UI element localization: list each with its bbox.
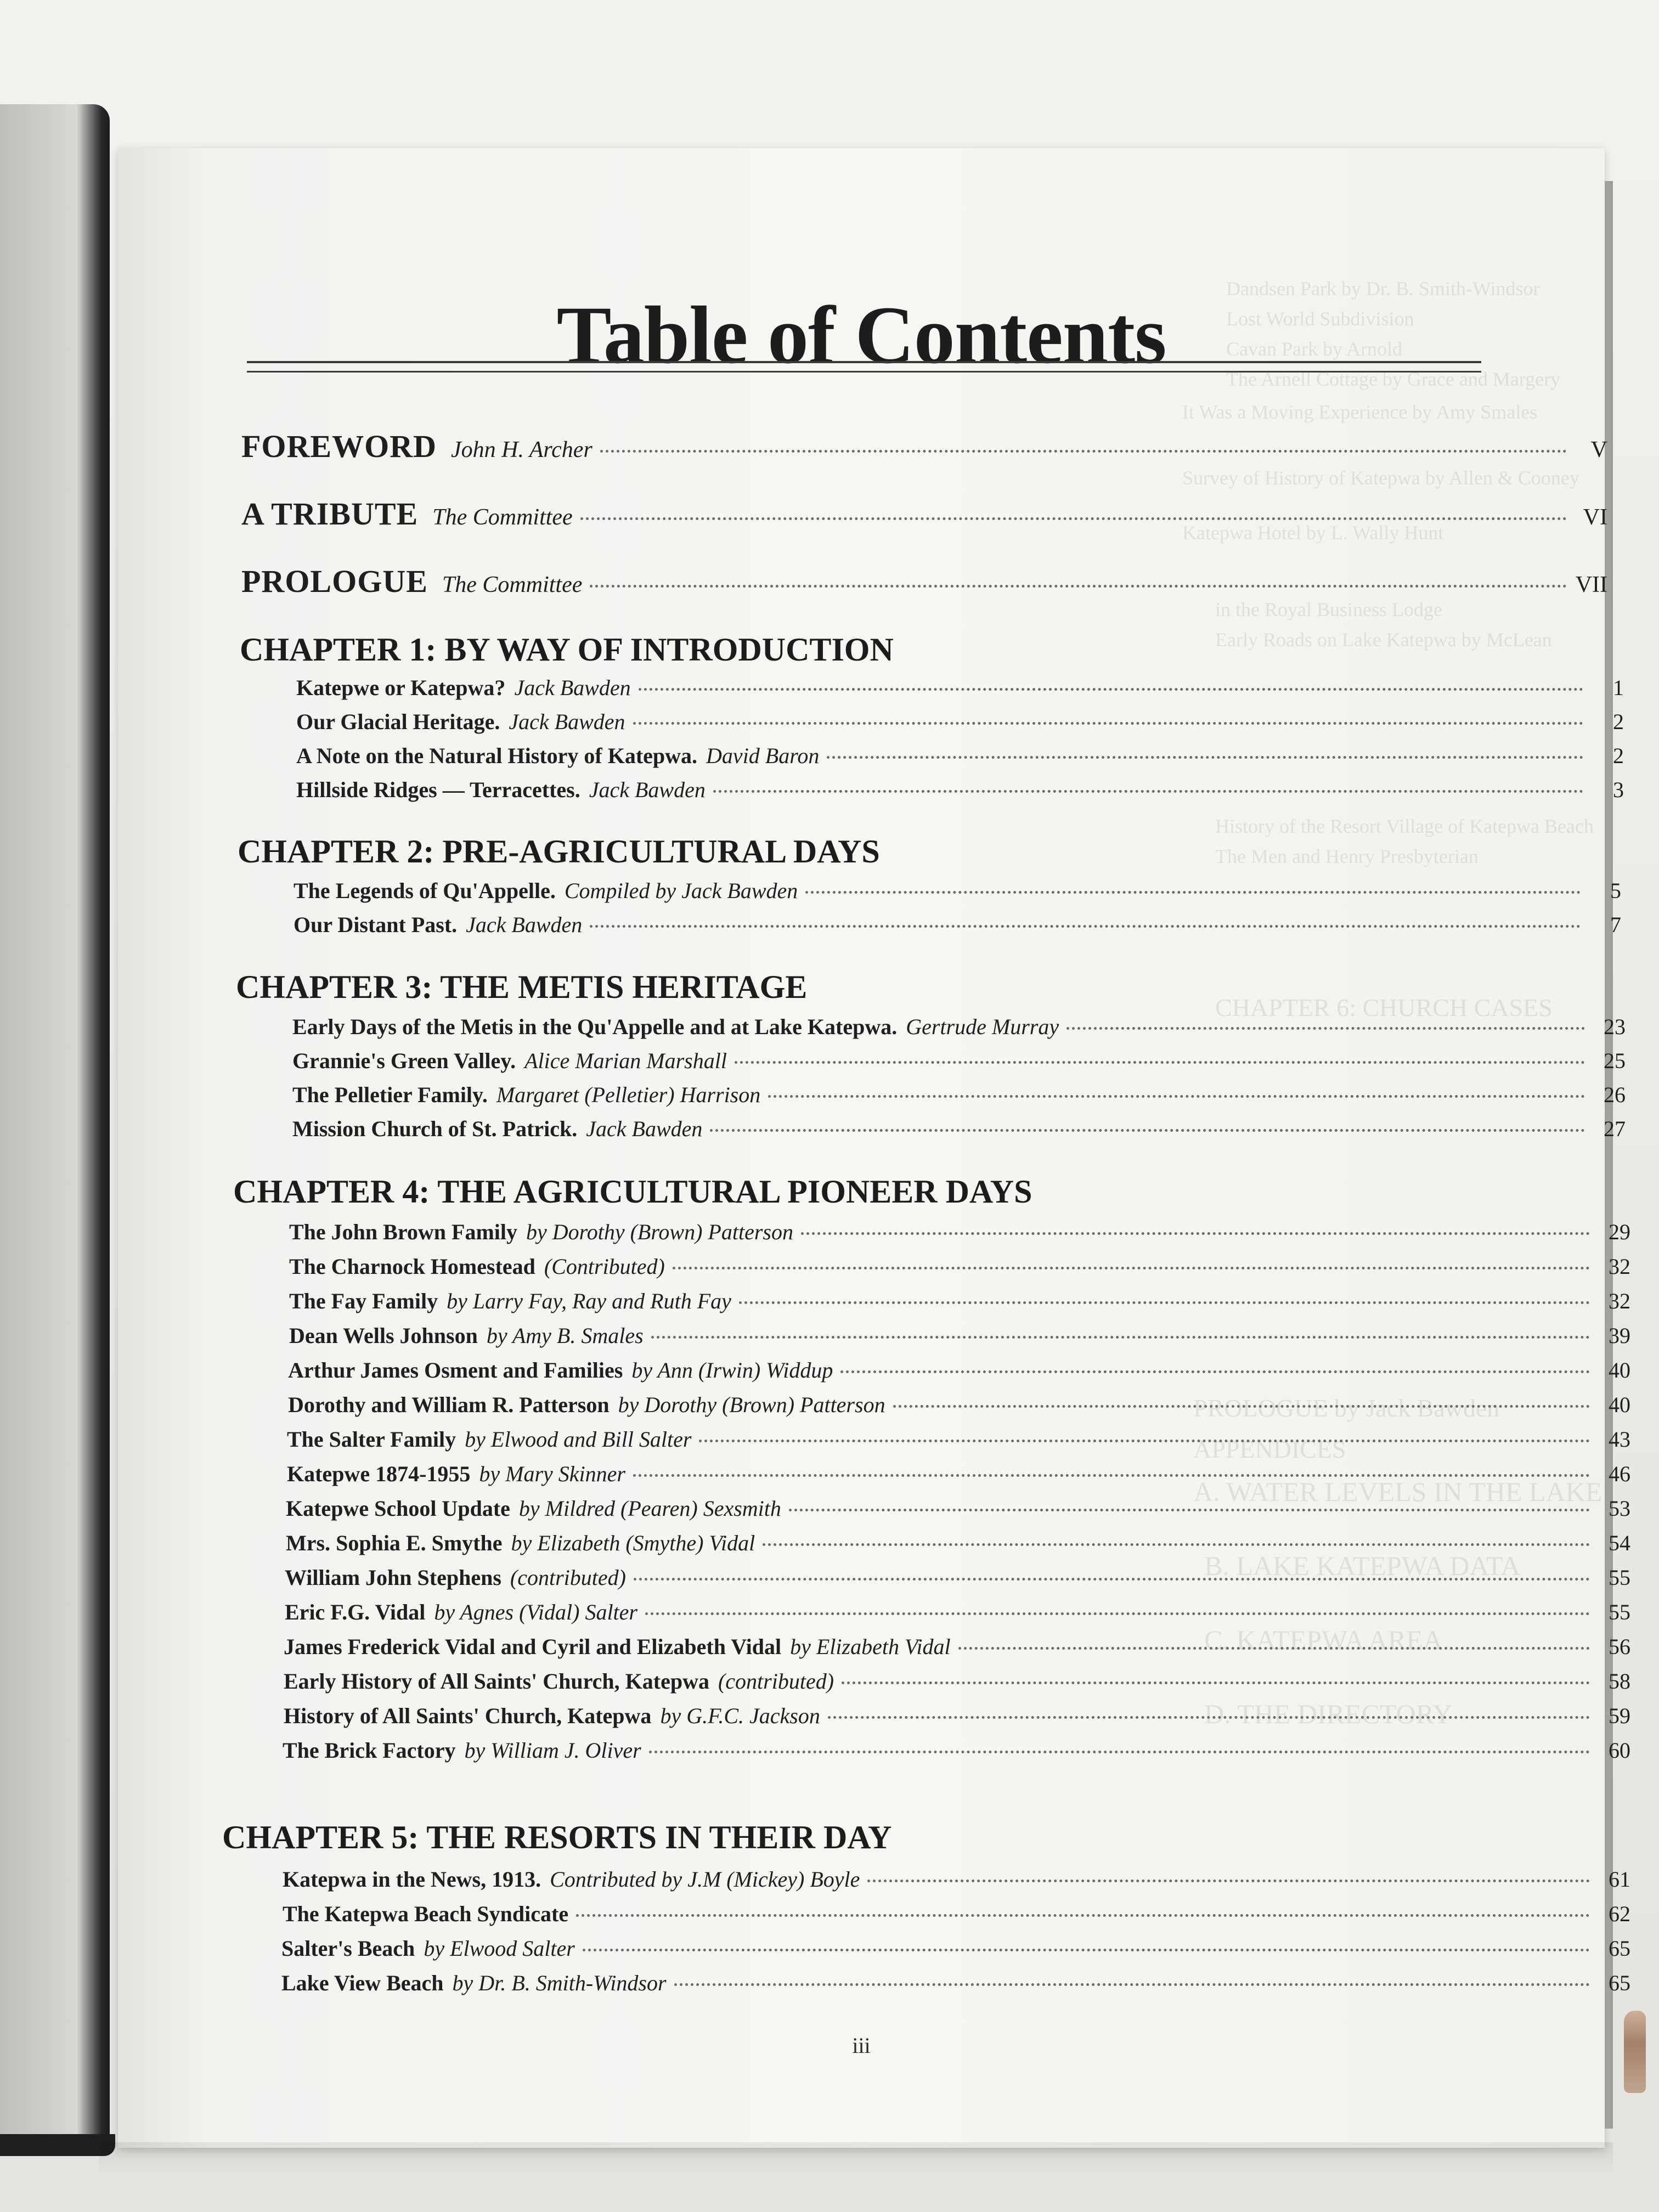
entry-page: 60	[1609, 1738, 1630, 1763]
entry-title: William John Stephens	[285, 1565, 501, 1590]
bleed-line: It Was a Moving Experience by Amy Smales	[1182, 401, 1538, 423]
bleed-line: PROLOGUE by Jack Bawden	[1193, 1394, 1500, 1422]
paper-tear-mark	[1624, 2011, 1646, 2093]
entry-author: by Dr. B. Smith-Windsor	[452, 1971, 667, 1995]
bleed-line: C. KATEPWA AREA	[1204, 1624, 1443, 1655]
entry-title: Katepwe School Update	[286, 1496, 510, 1521]
entry-title: Our Distant Past.	[294, 912, 458, 937]
entry-page: 2	[1613, 743, 1624, 768]
entry-author: The Committee	[442, 572, 583, 597]
bleed-line: CHAPTER 6: CHURCH CASES	[1215, 994, 1553, 1022]
entry-title: A TRIBUTE	[241, 496, 419, 532]
entry-title: Eric F.G. Vidal	[285, 1600, 426, 1624]
entry-page: 53	[1609, 1496, 1630, 1521]
toc-entry[interactable]	[286, 1496, 1630, 1521]
dot-leader	[958, 1647, 1590, 1650]
dot-leader	[674, 1983, 1590, 1986]
entry-title: Dorothy and William R. Patterson	[288, 1392, 610, 1417]
entry-author: by Elizabeth (Smythe) Vidal	[511, 1531, 755, 1555]
entry-page: 5	[1610, 878, 1621, 903]
entry-author: Alice Marian Marshall	[524, 1048, 727, 1073]
entry-title: A Note on the Natural History of Katepwa.	[296, 743, 698, 768]
entry-page: 40	[1609, 1392, 1630, 1417]
dot-leader	[867, 1880, 1590, 1882]
entry-page: 2	[1613, 709, 1624, 734]
dot-leader	[842, 1681, 1590, 1684]
dot-leader	[583, 1949, 1590, 1951]
entry-page: 46	[1609, 1462, 1630, 1486]
bleed-line: Survey of History of Katepwa by Allen & Cooney	[1182, 467, 1579, 489]
entry-author: by Amy B. Smales	[486, 1323, 644, 1348]
entry-author: by Dorothy (Brown) Patterson	[618, 1392, 885, 1417]
entry-author: The Committee	[432, 505, 573, 530]
entry-title: The Legends of Qu'Appelle.	[294, 878, 556, 903]
entry-author: by G.F.C. Jackson	[660, 1703, 820, 1728]
page-shadow	[99, 2142, 1613, 2175]
entry-author: Jack Bawden	[466, 912, 583, 937]
dot-leader	[735, 1061, 1585, 1064]
toc-entry[interactable]	[292, 1048, 1626, 1074]
toc-entry[interactable]	[289, 1288, 1630, 1314]
dot-leader	[827, 756, 1583, 759]
toc-entry-foreword[interactable]	[241, 428, 1607, 465]
entry-page: 55	[1609, 1565, 1630, 1590]
entry-author: (Contributed)	[544, 1254, 665, 1279]
entry-page: 7	[1610, 912, 1621, 937]
entry-page: 25	[1604, 1048, 1626, 1073]
entry-author: Gertrude Murray	[906, 1014, 1059, 1039]
entry-page: 32	[1609, 1289, 1630, 1313]
entry-page: 23	[1604, 1014, 1626, 1039]
entry-author: Compiled by Jack Bawden	[564, 878, 798, 903]
entry-title: Early Days of the Metis in the Qu'Appelle and at Lake Katepwa.	[292, 1014, 898, 1039]
dot-leader	[600, 450, 1567, 453]
entry-page: 3	[1613, 777, 1624, 802]
entry-author: David Baron	[706, 743, 820, 768]
entry-author: by Ann (Irwin) Widdup	[631, 1358, 833, 1383]
bleed-line: The Men and Henry Presbyterian	[1215, 845, 1479, 867]
bleed-line: D. THE DIRECTORY	[1204, 1699, 1453, 1729]
toc-entry[interactable]	[287, 1426, 1630, 1452]
entry-page: 29	[1609, 1220, 1630, 1244]
toc-entry[interactable]	[283, 1737, 1630, 1763]
bleed-line: in the Royal Business Lodge	[1215, 599, 1442, 620]
entry-page: 59	[1609, 1703, 1630, 1728]
dot-leader	[649, 1751, 1590, 1753]
toc-entry[interactable]	[296, 709, 1624, 735]
entry-title: Hillside Ridges — Terracettes.	[296, 777, 580, 802]
toc-entry[interactable]	[294, 912, 1621, 938]
entry-author: Jack Bawden	[589, 777, 706, 802]
bleed-line: APPENDICES	[1193, 1435, 1346, 1463]
dot-leader	[699, 1440, 1590, 1442]
entry-title: History of All Saints' Church, Katepwa	[284, 1703, 652, 1728]
entry-page: 43	[1609, 1427, 1630, 1452]
entry-author: Jack Bawden	[514, 675, 631, 700]
title-rule	[247, 361, 1481, 373]
entry-title: Lake View Beach	[281, 1971, 444, 1995]
entry-author: by Dorothy (Brown) Patterson	[526, 1220, 793, 1244]
chapter-heading-5: CHAPTER 5: THE RESORTS IN THEIR DAY	[222, 1819, 892, 1855]
entry-title: Our Glacial Heritage.	[296, 709, 500, 734]
dot-leader	[710, 1129, 1585, 1132]
dot-leader	[633, 1474, 1590, 1477]
toc-entry[interactable]	[288, 1357, 1630, 1383]
entry-author: Contributed by J.M (Mickey) Boyle	[550, 1867, 860, 1892]
entry-page: 58	[1609, 1669, 1630, 1694]
entry-author: by Mildred (Pearen) Sexsmith	[518, 1496, 781, 1521]
dot-leader	[893, 1405, 1590, 1408]
entry-title: Salter's Beach	[281, 1936, 415, 1961]
entry-page: 1	[1613, 675, 1624, 700]
toc-entry[interactable]	[289, 1219, 1630, 1245]
dot-leader	[1066, 1027, 1585, 1030]
dot-leader	[805, 891, 1581, 894]
entry-page: 65	[1609, 1971, 1630, 1995]
entry-author: Margaret (Pelletier) Harrison	[496, 1082, 761, 1107]
page-title: Table of Contents	[556, 290, 1166, 381]
contents-page	[118, 148, 1630, 2148]
entry-page: 54	[1609, 1531, 1630, 1555]
toc-entry[interactable]	[288, 1392, 1630, 1418]
toc-entry[interactable]	[281, 1970, 1630, 1996]
toc-entry[interactable]	[289, 1254, 1630, 1279]
dot-leader	[634, 1578, 1590, 1581]
toc-entry[interactable]	[285, 1565, 1630, 1590]
toc-entry[interactable]	[294, 878, 1621, 904]
dot-leader	[713, 790, 1583, 793]
entry-author: Jack Bawden	[509, 709, 625, 734]
toc-entry[interactable]	[296, 743, 1624, 769]
entry-title: Mrs. Sophia E. Smythe	[286, 1531, 503, 1555]
dot-leader	[633, 722, 1583, 725]
bleed-line: Early Roads on Lake Katepwa by McLean	[1215, 629, 1552, 651]
entry-title: Katepwe or Katepwa?	[296, 675, 506, 700]
entry-title: Mission Church of St. Patrick.	[292, 1116, 578, 1141]
entry-page: 65	[1609, 1936, 1630, 1961]
entry-title: Katepwa in the News, 1913.	[283, 1867, 541, 1892]
entry-author: by Elizabeth Vidal	[790, 1634, 951, 1659]
entry-page: 56	[1609, 1634, 1630, 1659]
chapter-heading-3: CHAPTER 3: THE METIS HERITAGE	[236, 969, 808, 1005]
facing-page-edge	[0, 104, 110, 2156]
dot-leader	[576, 1914, 1590, 1917]
toc-entry-tribute[interactable]	[241, 495, 1607, 532]
bleed-line: History of the Resort Village of Katepwa Beach	[1215, 815, 1594, 837]
entry-author: by Larry Fay, Ray and Ruth Fay	[447, 1289, 731, 1313]
entry-author: (contributed)	[510, 1565, 626, 1590]
entry-page: 27	[1604, 1116, 1626, 1141]
entry-title: The Fay Family	[289, 1289, 438, 1313]
entry-author: (contributed)	[718, 1669, 834, 1694]
toc-entry[interactable]	[292, 1116, 1626, 1142]
bleed-line: Cavan Park by Arnold	[1226, 338, 1402, 360]
entry-author: Jack Bawden	[586, 1116, 703, 1141]
toc-entry[interactable]	[292, 1014, 1626, 1040]
entry-page: 39	[1609, 1323, 1630, 1348]
toc-entry[interactable]	[283, 1901, 1630, 1927]
dot-leader	[673, 1267, 1590, 1269]
chapter-heading-2: CHAPTER 2: PRE-AGRICULTURAL DAYS	[238, 833, 880, 870]
toc-entry[interactable]	[281, 1936, 1630, 1961]
entry-title: FOREWORD	[241, 428, 437, 464]
toc-entry[interactable]	[284, 1634, 1630, 1660]
entry-page: 55	[1609, 1600, 1630, 1624]
entry-author: by Agnes (Vidal) Salter	[434, 1600, 637, 1624]
page-number: iii	[852, 2033, 871, 2058]
entry-page: 26	[1604, 1082, 1626, 1107]
dot-leader	[739, 1301, 1590, 1304]
dot-leader	[651, 1336, 1590, 1339]
entry-page: V	[1590, 437, 1607, 462]
toc-entry[interactable]	[284, 1668, 1630, 1694]
entry-page: 61	[1609, 1867, 1630, 1892]
toc-entry[interactable]	[286, 1530, 1630, 1556]
toc-entry-prologue[interactable]	[241, 563, 1607, 600]
toc-entry[interactable]	[287, 1461, 1630, 1487]
book-cover-edge	[0, 2134, 115, 2156]
dot-leader	[801, 1232, 1590, 1235]
toc-entry[interactable]	[296, 777, 1624, 803]
dot-leader	[763, 1543, 1590, 1546]
entry-page: 32	[1609, 1254, 1630, 1279]
entry-title: The Charnock Homestead	[289, 1254, 535, 1279]
entry-author: by Elwood and Bill Salter	[465, 1427, 692, 1452]
bleed-line: Lost World Subdivision	[1226, 308, 1414, 330]
entry-page: VI	[1583, 505, 1607, 530]
toc-entry[interactable]	[296, 675, 1624, 701]
toc-entry[interactable]	[285, 1599, 1630, 1625]
bleed-line: Katepwa Hotel by L. Wally Hunt	[1182, 522, 1444, 544]
entry-title: The Pelletier Family.	[292, 1082, 488, 1107]
entry-title: The Katepwa Beach Syndicate	[283, 1901, 569, 1926]
toc-entry[interactable]	[284, 1703, 1630, 1729]
toc-entry[interactable]	[289, 1323, 1630, 1348]
entry-page: 40	[1609, 1358, 1630, 1383]
dot-leader	[768, 1095, 1585, 1098]
bleed-line: The Arnell Cottage by Grace and Margery	[1226, 368, 1561, 390]
dot-leader	[789, 1509, 1590, 1511]
entry-page: 62	[1609, 1901, 1630, 1926]
chapter-heading-4: CHAPTER 4: THE AGRICULTURAL PIONEER DAYS	[233, 1173, 1032, 1210]
bleed-line: Dandsen Park by Dr. B. Smith-Windsor	[1226, 278, 1540, 300]
entry-page: VII	[1575, 572, 1607, 597]
entry-author: John H. Archer	[451, 437, 592, 462]
entry-title: Early History of All Saints' Church, Katepwa	[284, 1669, 709, 1694]
dot-leader	[590, 585, 1567, 588]
entry-author: by William J. Oliver	[464, 1738, 641, 1763]
dot-leader	[840, 1370, 1590, 1373]
entry-author: by Elwood Salter	[424, 1936, 575, 1961]
entry-title: The Brick Factory	[283, 1738, 456, 1763]
entry-author: by Mary Skinner	[479, 1462, 625, 1486]
bleed-line: A. WATER LEVELS IN THE LAKE	[1193, 1476, 1602, 1507]
entry-title: Katepwe 1874-1955	[287, 1462, 471, 1486]
dot-leader	[580, 517, 1567, 520]
chapter-heading-1: CHAPTER 1: BY WAY OF INTRODUCTION	[240, 631, 894, 668]
dot-leader	[828, 1716, 1590, 1719]
dot-leader	[645, 1612, 1590, 1615]
entry-title: The Salter Family	[287, 1427, 456, 1452]
entry-title: PROLOGUE	[241, 563, 428, 599]
entry-title: James Frederick Vidal and Cyril and Elizabeth Vidal	[284, 1634, 782, 1659]
entry-title: Grannie's Green Valley.	[292, 1048, 516, 1073]
dot-leader	[590, 925, 1581, 928]
entry-title: The John Brown Family	[289, 1220, 517, 1244]
bleed-line: B. LAKE KATEPWA DATA	[1204, 1550, 1521, 1581]
entry-title: Dean Wells Johnson	[289, 1323, 478, 1348]
dot-leader	[639, 688, 1583, 691]
toc-entry[interactable]	[292, 1082, 1626, 1108]
entry-title: Arthur James Osment and Families	[288, 1358, 623, 1383]
toc-entry[interactable]	[283, 1866, 1630, 1892]
